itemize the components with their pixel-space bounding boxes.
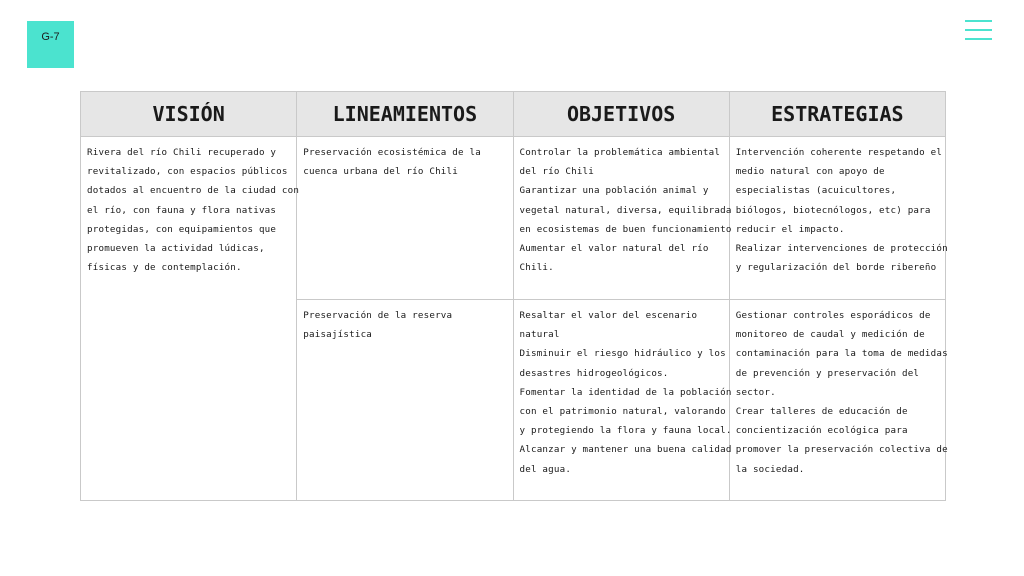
estrategia-line: contaminación para la toma de medidas (735, 348, 948, 360)
vision-line: Rivera del río Chili recuperado y (87, 147, 277, 158)
vision-line: revitalizado, con espacios públicos (87, 166, 288, 178)
objetivo-line: vegetal natural, diversa, equilibrada (519, 204, 732, 216)
objetivo-line: desastres hidrogeológicos. (519, 367, 669, 379)
estrategia-line: la sociedad. (735, 463, 805, 475)
vision-line: el río, con fauna y flora nativas (87, 204, 277, 216)
table-header-row (81, 92, 946, 137)
objetivo-line: Aumentar el valor natural del río (519, 243, 709, 255)
slide-badge-label: G-7 (41, 31, 60, 43)
estrategia-line: Gestionar controles esporádicos de (735, 310, 931, 321)
header-lineamientos: LINEAMIENTOS (297, 92, 513, 137)
estrategias-cell (729, 137, 948, 300)
estrategia-line: Crear talleres de educación de (735, 406, 908, 418)
objetivo-line: del río Chili (519, 166, 595, 178)
objetivo-line: Fomentar la identidad de la población (519, 386, 732, 398)
table-row (81, 137, 946, 300)
estrategia-line: Realizar intervenciones de protección (735, 243, 948, 255)
lineamiento-line: cuenca urbana del río Chili (303, 166, 458, 178)
objetivo-line: con el patrimonio natural, valorando (519, 406, 726, 418)
objetivo-line: y protegiendo la flora y fauna local. (519, 425, 732, 437)
objetivo-line: del agua. (519, 463, 572, 475)
objetivo-line: Alcanzar y mantener una buena calidad (519, 444, 732, 456)
lineamiento-line: Preservación de la reserva (303, 310, 453, 321)
objetivo-line: Resaltar el valor del escenario (519, 310, 698, 321)
estrategia-line: medio natural con apoyo de (735, 166, 885, 178)
estrategia-line: Intervención coherente respetando el (735, 147, 943, 158)
lineamiento-line: Preservación ecosistémica de la (303, 147, 481, 158)
estrategia-line: monitoreo de caudal y medición de (735, 329, 925, 341)
estrategia-line: y regularización del borde ribereño (735, 262, 937, 274)
objetivo-line: natural (519, 329, 560, 341)
estrategia-line: sector. (735, 386, 776, 398)
lineamiento-line: paisajística (303, 329, 373, 341)
estrategia-line: especialistas (acuicultores, (735, 185, 897, 197)
objetivo-line: Chili. (519, 262, 554, 274)
vision-line: promueven la actividad lúdicas, (87, 243, 265, 255)
header-estrategias: ESTRATEGIAS (729, 92, 945, 137)
estrategia-line: reducir el impacto. (735, 223, 845, 235)
objetivo-line: Garantizar una población animal y (519, 185, 709, 197)
objetivo-line: Controlar la problemática ambiental (519, 147, 721, 158)
lineamiento-cell (297, 137, 513, 300)
menu-line (965, 29, 992, 31)
estrategia-line: de prevención y preservación del (735, 367, 920, 379)
hamburger-menu-icon[interactable] (965, 20, 992, 40)
estrategia-line: promover la preservación colectiva de (735, 444, 948, 456)
objetivos-cell (513, 300, 732, 501)
slide-badge (27, 21, 74, 68)
strategy-matrix-table (80, 91, 946, 501)
header-objetivos: OBJETIVOS (513, 92, 729, 137)
vision-line: protegidas, con equipamientos que (87, 223, 277, 235)
estrategias-cell (729, 300, 948, 501)
lineamiento-cell (297, 300, 513, 501)
objetivo-line: Disminuir el riesgo hidráulico y los (519, 348, 726, 360)
menu-line (965, 20, 992, 22)
objetivo-line: en ecosistemas de buen funcionamiento (519, 223, 732, 235)
objetivos-cell (513, 137, 732, 300)
estrategia-line: biólogos, biotecnólogos, etc) para (735, 204, 931, 216)
menu-line (965, 38, 992, 40)
vision-line: dotados al encuentro de la ciudad con (87, 185, 300, 197)
vision-cell (81, 137, 300, 501)
header-vision: VISIÓN (81, 92, 297, 137)
estrategia-line: concientización ecológica para (735, 425, 908, 437)
vision-line: físicas y de contemplación. (87, 262, 242, 274)
